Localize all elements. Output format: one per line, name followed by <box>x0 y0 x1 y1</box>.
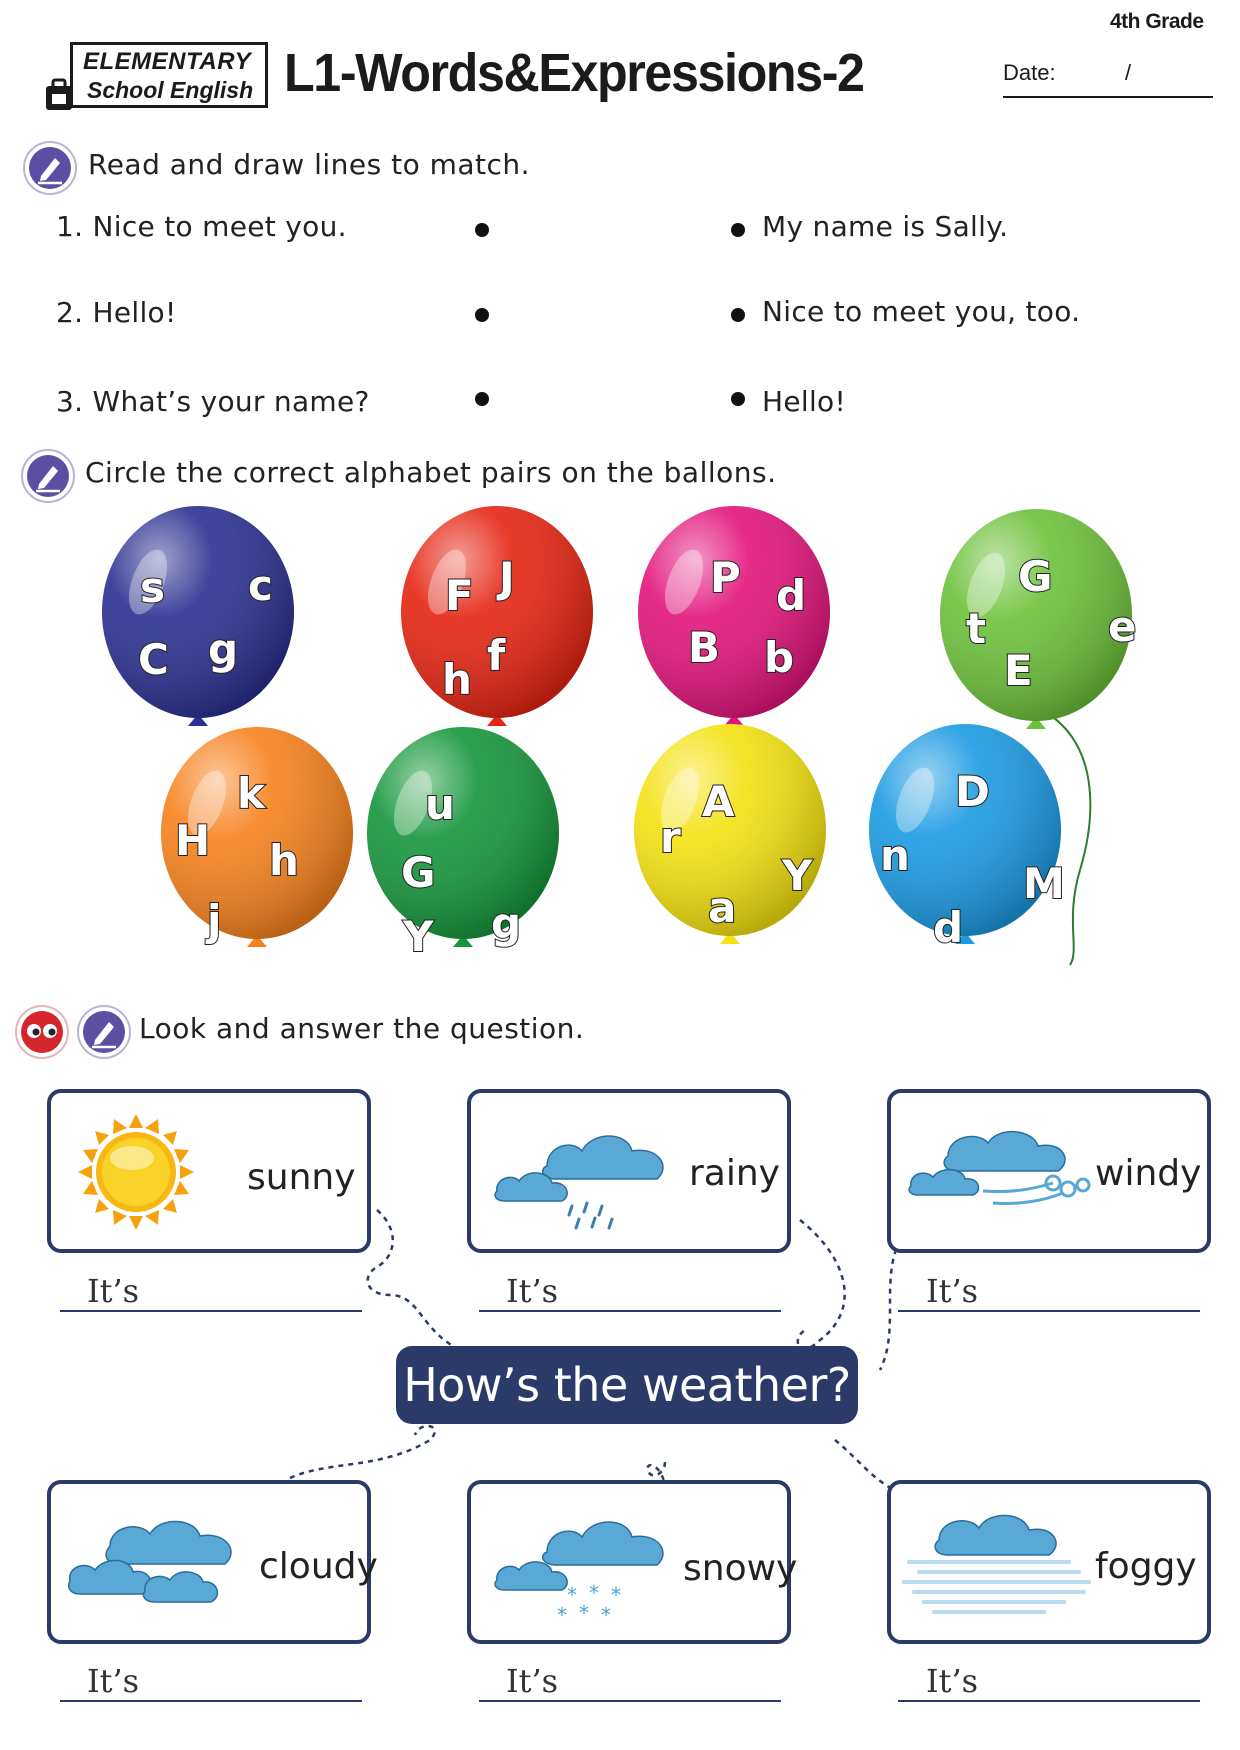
balloon-letter[interactable]: a <box>708 883 737 932</box>
weather-card-sunny <box>47 1089 371 1253</box>
balloon-letter[interactable]: g <box>208 625 239 674</box>
balloon-letter[interactable]: s <box>140 563 165 612</box>
balloon-5 <box>161 727 353 947</box>
balloon-letter[interactable]: C <box>138 635 169 684</box>
balloon-letter[interactable]: M <box>1023 859 1065 908</box>
left-item-2: 2. Hello! <box>56 296 177 329</box>
wind-cloud-icon <box>903 1111 1093 1231</box>
right-dot-3[interactable] <box>731 392 745 406</box>
eyes-icon <box>12 1004 72 1060</box>
balloon-letter[interactable]: j <box>207 896 222 945</box>
weather-card-cloudy <box>47 1480 378 1644</box>
balloon-letter[interactable]: A <box>702 777 735 826</box>
instruction-1: Read and draw lines to match. <box>88 148 531 181</box>
date-line <box>1003 96 1213 98</box>
left-dot-1[interactable] <box>475 223 489 237</box>
answer-line-1[interactable] <box>60 1310 362 1312</box>
balloon-6 <box>367 727 559 961</box>
balloon-4 <box>940 509 1137 729</box>
svg-text:*: * <box>579 1601 589 1625</box>
balloon-letter[interactable]: h <box>442 655 472 704</box>
answer-line-4[interactable] <box>60 1700 362 1702</box>
book-bag-icon <box>44 78 78 112</box>
date-separator: / <box>1125 60 1132 85</box>
rain-cloud-icon <box>487 1111 677 1231</box>
balloon-letter[interactable]: Y <box>403 912 434 961</box>
left-item-3: 3. What’s your name? <box>56 385 370 418</box>
answer-prefix-6: It’s <box>926 1662 979 1700</box>
svg-text:*: * <box>567 1583 577 1607</box>
snow-cloud-icon <box>487 1502 677 1626</box>
clouds-icon <box>65 1506 255 1626</box>
weather-question: How’s the weather? <box>396 1346 858 1424</box>
right-item-2: Nice to meet you, too. <box>762 295 1081 328</box>
balloon-area <box>0 490 1240 1000</box>
instruction-2: Circle the correct alphabet pairs on the ballons. <box>85 456 777 489</box>
balloon-letter[interactable]: F <box>445 571 474 620</box>
balloon-letter[interactable]: B <box>688 623 721 672</box>
answer-line-5[interactable] <box>479 1700 781 1702</box>
balloon-letter[interactable]: J <box>499 553 515 602</box>
answer-line-2[interactable] <box>479 1310 781 1312</box>
balloon-letter[interactable]: E <box>1004 646 1033 695</box>
weather-card-snowy <box>467 1480 798 1644</box>
balloon-shine <box>401 506 593 718</box>
balloon-letter[interactable]: b <box>764 633 795 682</box>
balloon-8 <box>869 724 1065 952</box>
answer-prefix-4: It’s <box>87 1662 140 1700</box>
answer-prefix-1: It’s <box>87 1272 140 1310</box>
left-item-1: 1. Nice to meet you. <box>56 210 347 243</box>
weather-label-foggy: foggy <box>1095 1546 1197 1587</box>
instruction-3: Look and answer the question. <box>139 1012 585 1045</box>
right-item-3: Hello! <box>762 385 846 418</box>
balloon-letter[interactable]: G <box>401 848 436 897</box>
balloon-2 <box>401 506 593 726</box>
svg-text:*: * <box>589 1581 599 1605</box>
balloon-letter[interactable]: Y <box>782 851 813 900</box>
answer-prefix-2: It’s <box>506 1272 559 1310</box>
balloon-letter[interactable]: H <box>175 816 211 865</box>
answer-line-3[interactable] <box>898 1310 1200 1312</box>
balloon-letter[interactable]: f <box>487 631 506 680</box>
balloon-letter[interactable]: r <box>660 813 681 862</box>
svg-text:*: * <box>611 1583 621 1607</box>
logo <box>70 42 268 108</box>
balloon-7 <box>634 724 826 944</box>
balloon-letter[interactable]: d <box>776 571 807 620</box>
svg-text:*: * <box>601 1603 611 1626</box>
balloon-letter[interactable]: c <box>248 561 273 610</box>
date-label: Date: <box>1003 60 1056 85</box>
weather-label-sunny: sunny <box>247 1157 356 1198</box>
weather-label-rainy: rainy <box>689 1153 780 1194</box>
weather-card-rainy <box>467 1089 791 1253</box>
balloon-letter[interactable]: e <box>1108 602 1137 651</box>
balloon-letter[interactable]: P <box>710 553 741 602</box>
balloon-letter[interactable]: G <box>1018 552 1053 601</box>
balloon-letter[interactable]: u <box>425 780 455 829</box>
svg-text:*: * <box>557 1603 567 1626</box>
balloon-1 <box>102 506 294 726</box>
balloon-shine <box>102 506 294 718</box>
sun-icon <box>77 1113 195 1231</box>
answer-prefix-5: It’s <box>506 1662 559 1700</box>
balloon-shine <box>367 727 559 939</box>
weather-label-windy: windy <box>1095 1153 1202 1194</box>
weather-card-windy <box>887 1089 1211 1253</box>
balloon-letter[interactable]: d <box>933 903 964 952</box>
balloon-3 <box>638 506 830 726</box>
balloon-letter[interactable]: D <box>955 767 990 816</box>
balloon-letter[interactable]: g <box>491 899 522 948</box>
right-item-1: My name is Sally. <box>762 210 1009 243</box>
weather-label-snowy: snowy <box>683 1548 798 1589</box>
balloon-letter[interactable]: t <box>966 604 987 653</box>
logo-line2: School English <box>87 77 254 103</box>
balloon-letter[interactable]: n <box>880 831 910 880</box>
left-dot-2[interactable] <box>475 308 489 322</box>
weather-card-foggy <box>887 1480 1211 1644</box>
right-dot-1[interactable] <box>731 223 745 237</box>
answer-line-6[interactable] <box>898 1700 1200 1702</box>
balloon-letter[interactable]: k <box>237 769 265 818</box>
weather-label-cloudy: cloudy <box>259 1546 378 1587</box>
balloon-letter[interactable]: h <box>269 836 299 885</box>
answer-prefix-3: It’s <box>926 1272 979 1310</box>
logo-line1: ELEMENTARY <box>83 48 252 75</box>
page-title: L1-Words&Expressions-2 <box>284 43 864 103</box>
pencil-icon <box>76 1004 132 1060</box>
right-dot-2[interactable] <box>731 308 745 322</box>
fog-cloud-icon <box>899 1500 1099 1624</box>
pencil-icon <box>22 140 78 196</box>
left-dot-3[interactable] <box>475 392 489 406</box>
grade-label: 4th Grade <box>1110 10 1204 33</box>
